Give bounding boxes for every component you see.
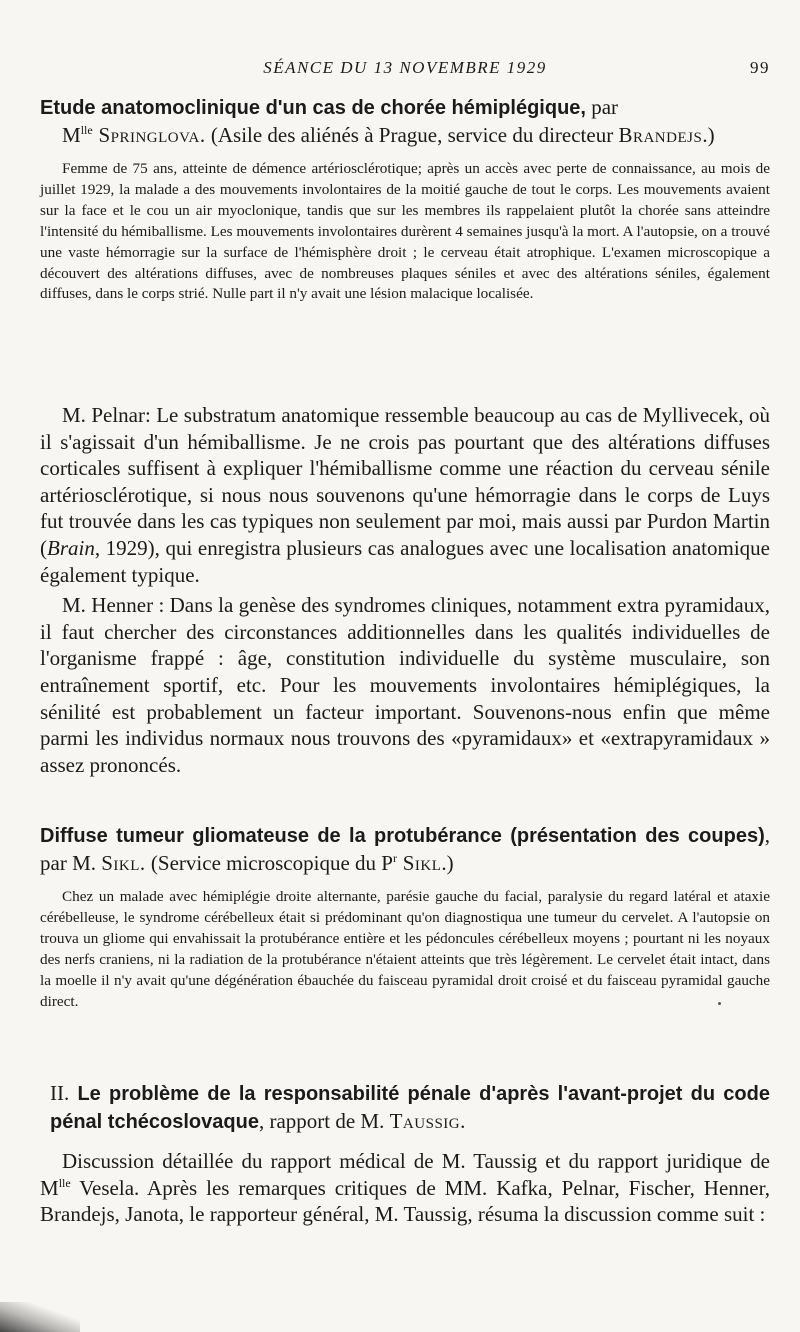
speck-mark: [718, 1002, 721, 1005]
section-heading: Diffuse tumeur gliomateuse de la protubérance (présentation des coupes), par M. Sikl. (Service microscopique du $P^r$ Sikl.): [40, 823, 770, 875]
case-abstract: Chez un malade avec hémiplégie droite alternante, parésie gauche du facial, paralysie du regard latéral et ataxie cérébelleuse, le syndrome cérébelleux était si prédominant qu'on diagnostiqua une tumeur du cervelet. A l'autopsie on trouva un gliome qui envahissait la protubérance entière et les pédoncules cérébelleux moyens ; pourtant ni les noyaux des nerfs craniens, ni la radiation de la protubérance n'étaient atteints que très légèrement. Le cervelet était intact, dans la moelle il n'y avait qu'une dégénération ébauchée du faisceau pyramidal droit croisé et du faisceau pyramidal gauche direct.: [40, 888, 770, 1010]
heading-title: Le problème de la responsabilité pénale d'après l'avant-projet du code pénal tchécoslovaque: [50, 1083, 770, 1133]
discussion-summary: Discussion détaillée du rapport médical de M. Taussig et du rapport juridique de $M^{lle}$ Vesela. Après les remarques critiques de MM. Kafka, Pelnar, Fischer, Henner, Brandejs, Janota, le rapporteur général, M. Taussig, résuma la discussion comme suit :: [40, 1149, 770, 1227]
affiliation: (Service microscopique du P: [145, 851, 393, 875]
author-name: Sikl.: [101, 851, 146, 875]
section-chorea: [40, 94, 770, 305]
section-responsabilite: [40, 1080, 770, 1228]
heading-title: Etude anatomoclinique d'un cas de chorée hémiplégique,: [40, 97, 586, 119]
author-prefix: M: [62, 123, 81, 147]
section-gliome: [40, 822, 770, 1012]
page-edge-shadow: [0, 1302, 80, 1332]
running-title: SÉANCE DU 13 NOVEMBRE 1929: [263, 58, 547, 77]
running-header: [40, 58, 770, 84]
page-number: 99: [750, 58, 770, 77]
author-name: Taussig: [389, 1109, 461, 1133]
case-abstract: Femme de 75 ans, atteinte de démence artériosclérotique; après un accès avec perte de connaissance, au mois de juillet 1929, la malade a des mouvements involontaires de la moitié gauche de tout le corps. Les mouvements avaient sur la face et le cou un air myoclonique, tandis que sur les membres ils rappelaient plutôt la chorée sans atteindre l'intensité du hémiballisme. Les mouvements involontaires durèrent 4 semaines jusqu'à la mort. A l'autopsie, on a trouvé une vaste hémorragie sur la surface de l'hémisphère droit ; le cerveau était atrophique. L'examen microscopique a découvert des altérations diffuses, avec de nombreuses plaques séniles et avec des altérations séniles, également diffuses, dans le corps strié. Nulle part il n'y avait une lésion malacique localisée.: [40, 160, 770, 303]
discussion: [40, 402, 770, 778]
affiliation: (Asile des aliénés à Prague, service du directeur: [205, 123, 619, 147]
heading-title: Diffuse tumeur gliomateuse de la protubérance (présentation des coupes): [40, 825, 765, 847]
director-name: Brandejs: [618, 123, 703, 147]
section-heading: Etude anatomoclinique d'un cas de chorée hémiplégique, par $M^{lle}$ Springlova. (Asile des aliénés à Prague, service du directeur Brandejs.): [40, 95, 715, 147]
author-name: Springlova.: [92, 123, 206, 147]
pelnar-remark: M. Pelnar: Le substratum anatomique ressemble beaucoup au cas de Myllivecek, où il s'agissait d'un hémiballisme. Je ne crois pas pourtant que des altérations diffuses corticales suffisent à expliquer l'hémiballisme comme une réaction du cerveau sénile artériosclérotique, si nous nous souvenons qu'une hémorragie dans le corps de Luys fut trouvée dans les cas typiques non seulement par moi, mais aussi par Purdon Martin (Brain, 1929), qui enregistra plusieurs cas analogues avec une localisation anatomique également typique.: [40, 403, 770, 587]
henner-remark: M. Henner : Dans la genèse des syndromes cliniques, notamment extra pyramidaux, il faut chercher des circonstances additionnelles dans les qualités individuelles de l'organisme frappé : âge, constitution individuelle du système musculaire, son entraînement sportif, etc. Pour les mouvements involontaires hémiplégiques, la sénilité est probablement un facteur important. Souvenons-nous enfin que même parmi les individus normaux nous trouvons des «pyramidaux» et «extrapyramidaux » assez prononcés.: [40, 593, 770, 777]
roman-numeral: II.: [50, 1081, 70, 1105]
section-heading: II. Le problème de la responsabilité pénale d'après l'avant-projet du code pénal tchécoslovaque, rapport de M. Taussig.: [50, 1081, 770, 1133]
